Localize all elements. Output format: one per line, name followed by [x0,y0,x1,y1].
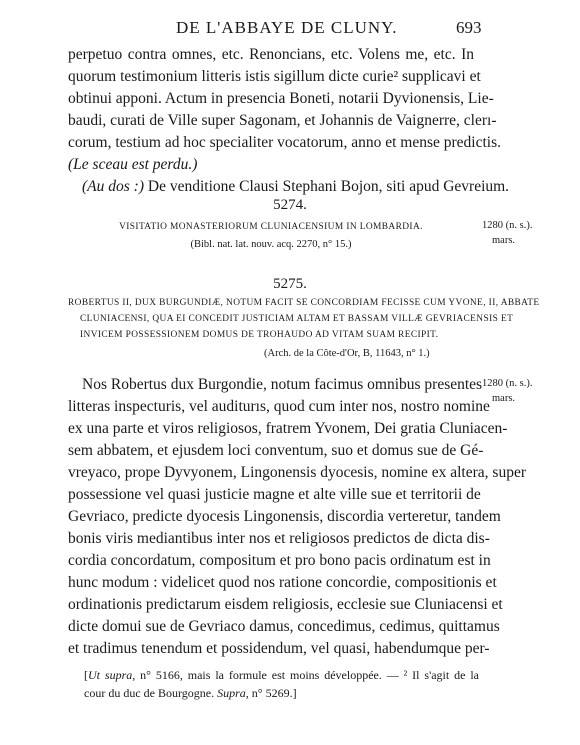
act-number-5275: 5275. [273,276,307,292]
footnote-line [84,668,479,683]
page-number: 693 [456,18,482,37]
act-5275-margin-date: 1280 (n. s.). [482,378,533,389]
text-line: Nos Robertus dux Burgondie, notum facimus omnibus presentes [82,376,483,393]
dorse-line [68,178,510,196]
running-title: DE L'ABBAYE DE CLUNY. [176,18,398,37]
text-line: perpetuo contra omnes, etc. Renoncians, etc. Volens me, etc. In [68,46,474,63]
text-line: ordinationis predictarum eisdem religiosis, ecclesie sue Cluniacensi et [68,596,503,613]
running-header [0,18,580,44]
act-5275-title-line: INVICEM POSSESSIONEM DOMUS DE TROHAUDO AD VITAM SUAM RECIPIT. [80,330,439,340]
act-5274-margin-month: mars. [492,235,516,246]
text-line: vreyaco, prope Dyvyonem, Lingonensis dyocesis, nomine ex altera, super [68,464,526,481]
act-5274-reference: (Bibl. nat. lat. nouv. acq. 2270, n° 15.) [190,239,352,250]
dorse-text: De venditione Clausi Stephani Bojon, siti apud Gevreium. [144,178,510,195]
text-line: possessione vel quasi justicie magne et alte ville sue et territorii de [68,486,481,503]
text-line: bonis viris mediantibus inter nos et religiosos predictos de dicta dis- [68,530,490,547]
act-5275-title-line: ROBERTUS II, DUX BURGUNDIÆ, NOTUM FACIT SE CONCORDIAM FECISSE CUM YVONE, II, ABBATE [68,298,540,308]
act-5275-title-line: CLUNIACENSI, QUA EI CONCEDIT JUSTICIAM ALTAM ET BASSAM VILLÆ GEVRIACENSIS ET [80,314,514,324]
seal-note [68,156,474,174]
footnote-line [84,686,479,701]
text-line: dicte domui sue de Gevriaco damus, concedimus, cedimus, quittamus [68,618,500,635]
act-5275-margin-month: mars. [492,393,516,404]
footnote-bracket: [ [84,668,88,682]
text-line: et tradimus tenendum et possidendum, vel quasi, habendumque per- [68,640,490,657]
text-line: quorum testimonium litteris istis sigillum dicte curie² supplicavi et [68,68,481,85]
seal-note-text: (Le sceau est perdu.) [68,156,198,173]
act-number-5274: 5274. [273,197,307,213]
text-line: baudi, curati de Ville super Sagonam, et Johannis de Vaignerre, clerı- [68,112,497,129]
text-line: Gevriaco, predicte dyocesis Lingonensis, discordia verteretur, tandem [68,508,501,525]
act-5274-margin-date: 1280 (n. s.). [482,220,533,231]
text-line: obtinui apponi. Actum in presencia Boneti, notarii Dyvionensis, Lie- [68,90,494,107]
text-line: corum, testium ad hoc specialiter vocatorum, anno et mense predictis. [68,134,502,151]
text-line: ex una parte et viros religiosos, fratrem Yvonem, Dei gratia Cluniacen- [68,420,508,437]
footnote-line2-ref: , n° 5269.] [245,686,297,700]
text-line: sem abbatem, et ejusdem loci conventum, suo et domus sue de Gé- [68,442,484,459]
footnote-ut-supra: Ut supra [88,668,133,682]
text-line: litteras inspecturis, vel auditurıs, quod cum inter nos, nostro nomine [68,398,490,415]
text-line: hunc modum : videlicet quod nos ratione concordie, compositionis et [68,574,497,591]
dorse-label: (Au dos :) [82,178,144,195]
footnote-line1-text: , n° 5166, mais la formule est moins développée. — ² Il s'agit de la [132,668,480,682]
text-line: cordia concordatum, compositum et pro bono pacis ordinatum est in [68,552,491,569]
act-5274-title: VISITATIO MONASTERIORUM CLUNIACENSIUM IN LOMBARDIA. [119,222,423,232]
act-5275-reference: (Arch. de la Côte-d'Or, B, 11643, n° 1.) [264,348,430,359]
footnote-line2-text: cour du duc de Bourgogne. [84,686,218,700]
footnote-supra: Supra [217,686,246,700]
